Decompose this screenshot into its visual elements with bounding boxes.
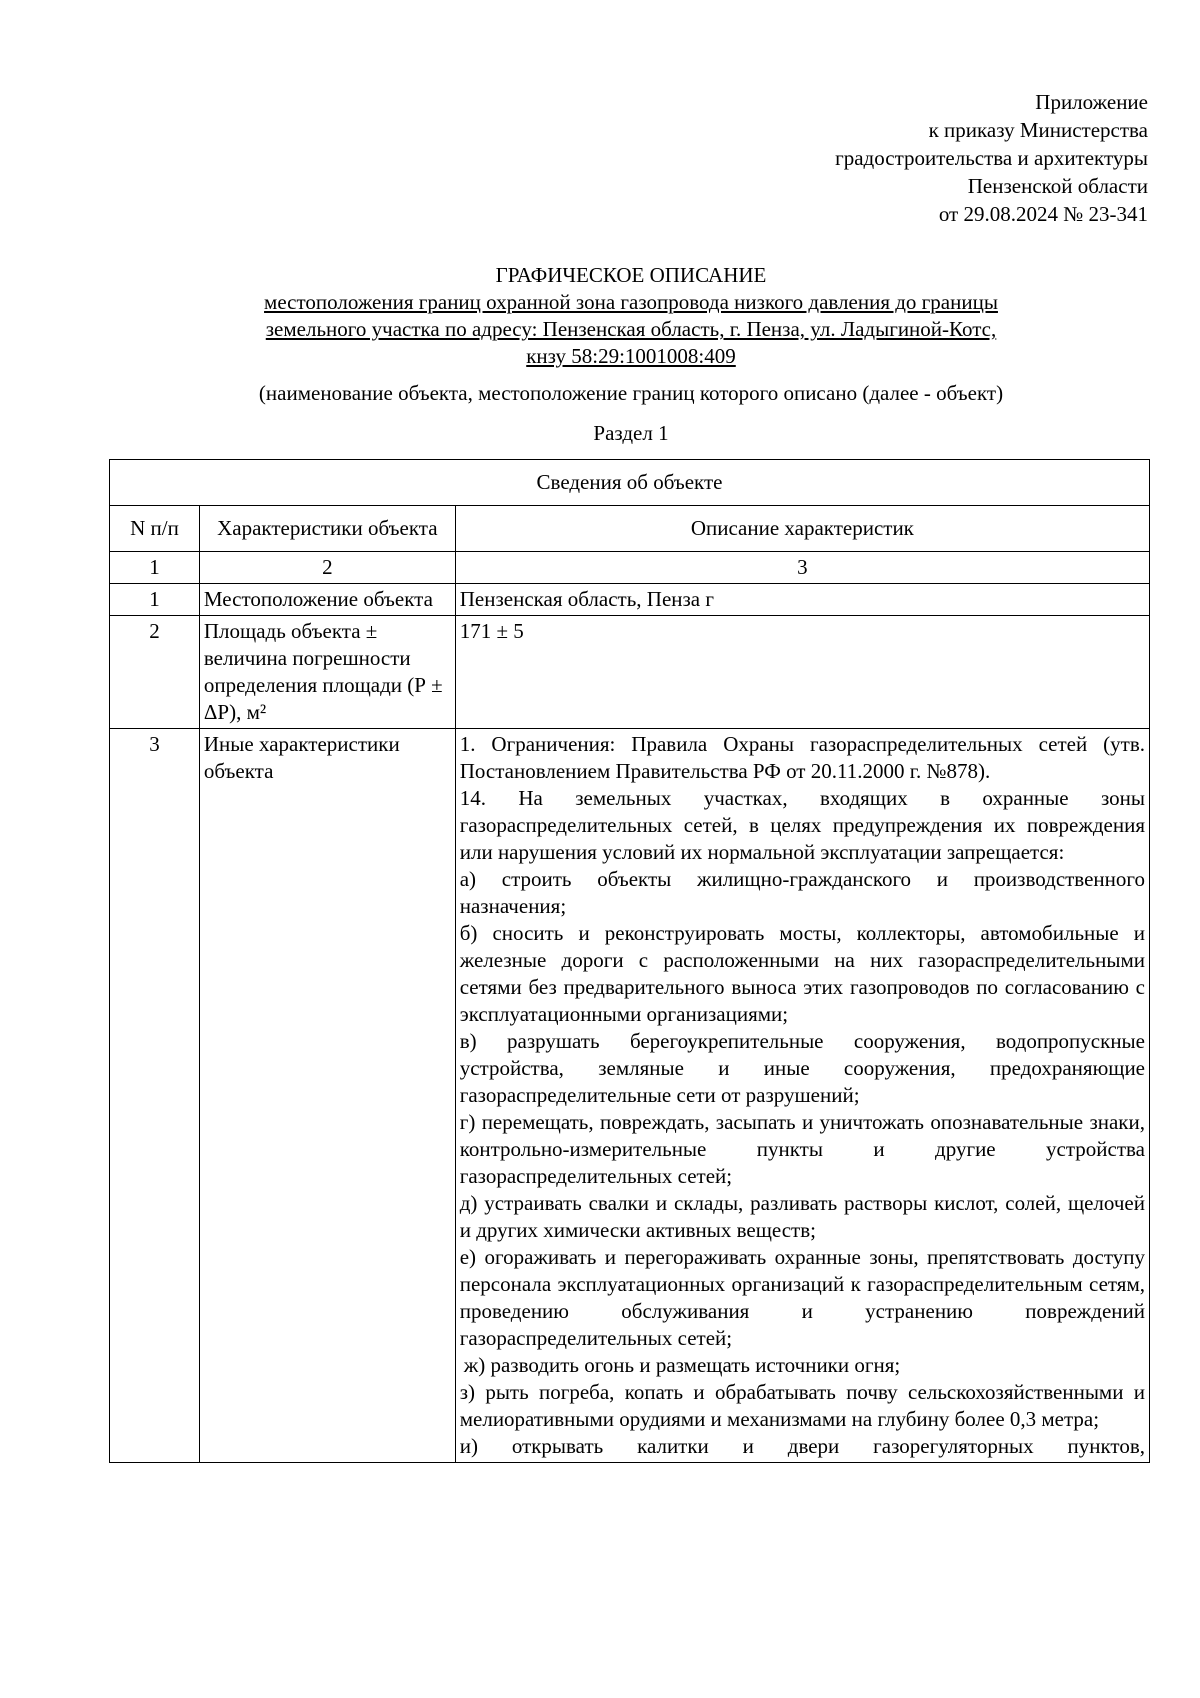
restriction-item: ж) разводить огонь и размещать источники огня;	[463, 1353, 901, 1377]
table-row	[110, 584, 1150, 616]
appendix-line: Пензенской области	[967, 174, 1148, 198]
table-row	[110, 729, 1150, 1463]
column-number-row	[110, 552, 1150, 584]
column-number: 1	[110, 552, 200, 584]
row-description: 171 ± 5	[455, 616, 1149, 729]
row-characteristic: Площадь объекта ± величина погрешности определения площади (Р ± ΔР), м²	[199, 616, 455, 729]
appendix-line: градостроительства и архитектуры	[835, 146, 1148, 170]
row-characteristic: Иные характеристики объекта	[199, 729, 455, 1463]
table-caption: Сведения об объекте	[110, 460, 1150, 506]
appendix-line: Приложение	[1035, 90, 1148, 114]
row-description: Пензенская область, Пенза г	[455, 584, 1149, 616]
object-name-note: (наименование объекта, местоположение границ которого описано (далее - объект)	[258, 381, 1004, 405]
column-number: 3	[455, 552, 1149, 584]
restriction-item: е) огораживать и перегораживать охранные зоны, препятствовать доступу персонала эксплуатационных организаций к газораспределительным сетям, проведению обслуживания и устранению повреждений газораспределительных сетей;	[459, 1245, 1145, 1350]
section-title: Раздел 1	[593, 421, 669, 445]
restriction-item: б) сносить и реконструировать мосты, коллекторы, автомобильные и железные дороги с расположенными на них газораспределительными сетями без предварительного выноса этих газопроводов по согласованию с эксплуатационными организациями;	[459, 921, 1145, 1026]
restrictions-description	[455, 729, 1149, 1463]
restriction-item: в) разрушать берегоукрепительные сооружения, водопропускные устройства, земляные и иные сооружения, предохраняющие газораспределительные сети от разрушений;	[459, 1029, 1145, 1107]
restriction-item: и) открывать калитки и двери газорегуляторных пунктов,	[459, 1434, 1145, 1458]
row-number: 1	[110, 584, 200, 616]
object-name-line: кнзу 58:29:1001008:409	[526, 344, 736, 368]
appendix-order-date: от 29.08.2024 № 23-341	[938, 202, 1148, 226]
row-number: 3	[110, 729, 200, 1463]
object-name-line: земельного участка по адресу: Пензенская область, г. Пенза, ул. Ладыгиной-Котс,	[265, 317, 997, 341]
table-header-row	[110, 506, 1150, 552]
document-title	[0, 262, 1200, 370]
header-number: N п/п	[110, 506, 200, 552]
restriction-item: а) строить объекты жилищно-гражданского и производственного назначения;	[459, 867, 1145, 918]
title-main: ГРАФИЧЕСКОЕ ОПИСАНИЕ	[495, 263, 767, 287]
row-number: 2	[110, 616, 200, 729]
appendix-line: к приказу Министерства	[928, 118, 1148, 142]
restriction-item: г) перемещать, повреждать, засыпать и уничтожать опознавательные знаки, контрольно-измерительные пункты и другие устройства газораспределительных сетей;	[459, 1110, 1145, 1188]
restriction-paragraph: 1. Ограничения: Правила Охраны газораспределительных сетей (утв. Постановлением Правительства РФ от 20.11.2000 г. №878).	[459, 732, 1145, 783]
header-description: Описание характеристик	[455, 506, 1149, 552]
appendix-header	[835, 88, 1148, 228]
object-name-line: местоположения границ охранной зона газопровода низкого давления до границы	[264, 290, 998, 314]
restriction-paragraph: 14. На земельных участках, входящих в охранные зоны газораспределительных сетей, в целях предупреждения их повреждения или нарушения условий их нормальной эксплуатации запрещается:	[459, 786, 1145, 864]
header-characteristic: Характеристики объекта	[199, 506, 455, 552]
table-row	[110, 616, 1150, 729]
column-number: 2	[199, 552, 455, 584]
restriction-item: д) устраивать свалки и склады, разливать растворы кислот, солей, щелочей и других химически активных веществ;	[459, 1191, 1145, 1242]
restriction-item: з) рыть погреба, копать и обрабатывать почву сельскохозяйственными и мелиоративными орудиями и механизмами на глубину более 0,3 метра;	[459, 1380, 1145, 1431]
row-characteristic: Местоположение объекта	[199, 584, 455, 616]
table-caption-row	[110, 460, 1150, 506]
object-info-table	[109, 459, 1150, 1463]
